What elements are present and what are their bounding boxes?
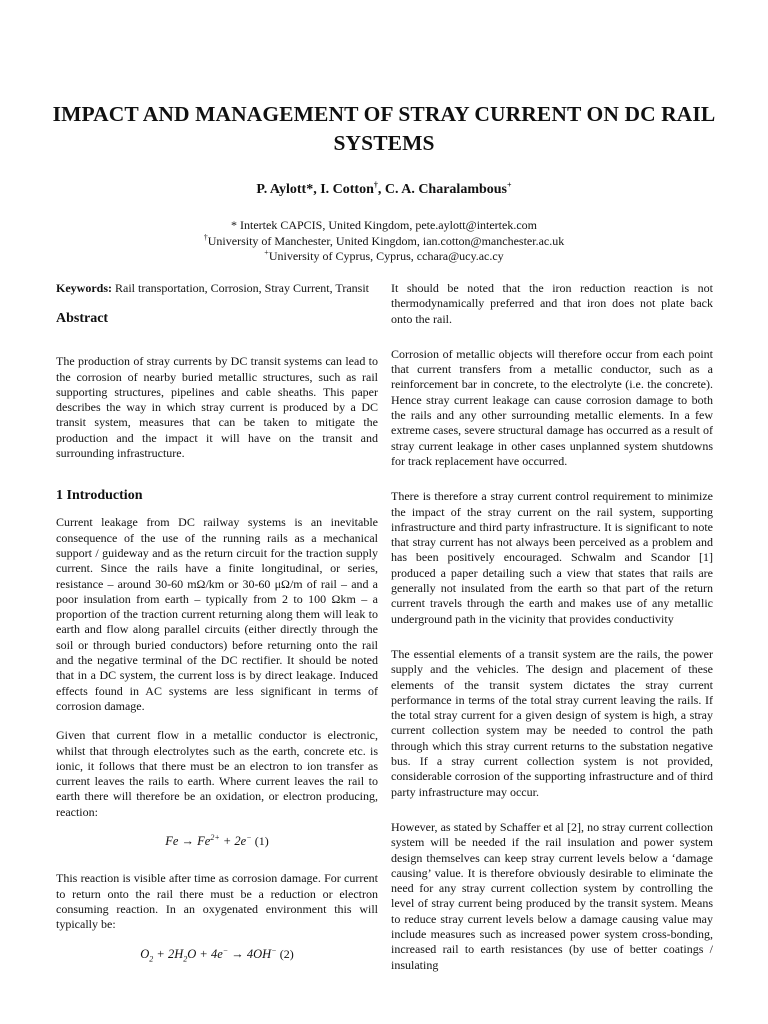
affiliation-2-text: University of Manchester, United Kingdom, ian.cotton@manchester.ac.uk [207,233,565,248]
intro-paragraph-3: This reaction is visible after time as corrosion damage. For current to return onto the rail there must be a reduction or electron consuming reaction. In an oxygenated environment this will typically be: [56,871,378,932]
affiliation-1 [40,218,728,234]
equation-2-formula: $O_2 + 2H_2O + 4e^- \to 4OH^-$ [140,945,277,963]
affiliation-2 [40,234,728,250]
keywords-text: Rail transportation, Corrosion, Stray Current, Transit [115,281,369,295]
keywords [56,281,378,296]
affiliation-1-mark: * [231,218,237,232]
right-paragraph-3: There is therefore a stray current control requirement to minimize the impact of the stray current on the rail system, supporting infrastructure and third party infrastructure. It is significant to note that stray current has not always been perceived as a problem and has been positively encouraged. Schwalm and Scandor [1] produced a paper detailing such a view that states that rails are generally not insulated from the earth so that part of the return current travels through the earth and makes use of any metallic underground path in the vicinity that provides conductivity [391,489,713,626]
right-paragraph-1: It should be noted that the iron reduction reaction is not thermodynamically preferred and that iron does not plate back onto the rail. [391,281,713,326]
right-paragraph-4: The essential elements of a transit system are the rails, the power supply and the vehicles. The design and placement of these elements of the transit system dictates the stray current performance in terms of the total stray current leaving the rails. If the total stray current for a given design of system is high, a stray current collection system may be needed to control the path through which this stray current returns to the substation negative bus. If a stray current collection system is not provided, considerable corrosion of the supporting infrastructure and of third party infrastructure may occur. [391,646,713,799]
intro-paragraph-1: Current leakage from DC railway systems is an inevitable consequence of the use of the running rails as a mechanical support / guideway and as the return circuit for the traction supply current. Since the rails have a finite longitudinal, or series, resistance – around 30-60 mΩ/km or 30-60 μΩ/m of rail – and a poor insulation from earth – typically from 2 to 100 Ωkm – a proportion of the traction current returning along them will leak to earth and flow along parallel circuits (either directly through the soil or through buried conductors) before returning onto the rail and the negative terminal of the DC rectifier. It should be noted that in a DC system, the current loss is by direct leakage. Induced effects found in AC systems are less significant in terms of corrosion damage. [56,515,378,713]
author-cotton: I. Cotton [320,182,374,197]
equation-2 [56,947,378,962]
affiliation-2-mark: † [203,232,208,242]
affiliation-3-text: University of Cyprus, Cyprus, cchara@ucy.ac.cy [268,249,504,263]
intro-paragraph-2: Given that current flow in a metallic conductor is electronic, whilst that through electrolytes such as the earth, concrete etc. is ionic, it follows that there must be an electron to ion transfer as current leaves the rails to earth. Where current leaves the rail to earth there will therefore be an oxidation, or electron producing, reaction: [56,728,378,819]
right-paragraph-2: Corrosion of metallic objects will therefore occur from each point that current transfers from a metallic conductor, such as a reinforcement bar in concrete, to the electrolyte (i.e. the concrete). Hence stray current leakage can cause corrosion damage to both the rails and any other surrounding metallic elements. In a few extreme cases, severe structural damage has occurred as a result of stray current leakage in other cases unplanned system shutdowns for track replacement have occurred. [391,346,713,468]
left-column [56,281,378,976]
abstract-text: The production of stray currents by DC transit systems can lead to the corrosion of nearby buried metallic structures, such as rail supporting structures, pipelines and cable sheaths. This paper describes the way in which stray current is produced by a DC transit system, measures that can be taken to mitigate the production and the impact it will have on the transit and surrounding infrastructure. [56,354,378,461]
equation-1 [56,834,378,849]
author-aylott: P. Aylott* [256,182,314,197]
affiliation-3 [40,249,728,265]
keywords-label: Keywords: [56,281,112,295]
equation-1-formula: $Fe \to Fe^{2+} + 2e^-$ [165,832,252,849]
abstract-heading: Abstract [56,311,109,327]
affiliation-3-mark: + [264,248,269,257]
right-paragraph-5: However, as stated by Schaffer et al [2], no stray current collection system will be needed if the rail insulation and power system design themselves can keep stray current levels below a ‘damage causing’ value. It is therefore obviously desirable to eliminate the need for any stray current collection system by controlling the level of stray current being produced by the transit system. Means to reduce stray current levels below a damage causing value may include measures such as increased power system cross-bonding, increased rail to earth resistances (by use of better coatings / insulating [391,819,713,972]
author-charalambous: C. A. Charalambous [384,182,508,197]
author-charalambous-mark: + [507,180,512,190]
right-column [391,281,713,973]
author-cotton-mark: † [373,180,378,190]
affiliations [40,218,728,265]
author-list: P. Aylott*, I. Cotton†, C. A. Charalambous+ [256,180,512,197]
introduction-heading: 1 Introduction [56,488,143,504]
equation-1-number: (1) [254,834,269,849]
paper-title: IMPACT AND MANAGEMENT OF STRAY CURRENT ON DC RAIL SYSTEMS [52,102,716,155]
equation-2-number: (2) [279,946,294,961]
affiliation-1-text: Intertek CAPCIS, United Kingdom, pete.aylott@intertek.com [240,218,537,232]
